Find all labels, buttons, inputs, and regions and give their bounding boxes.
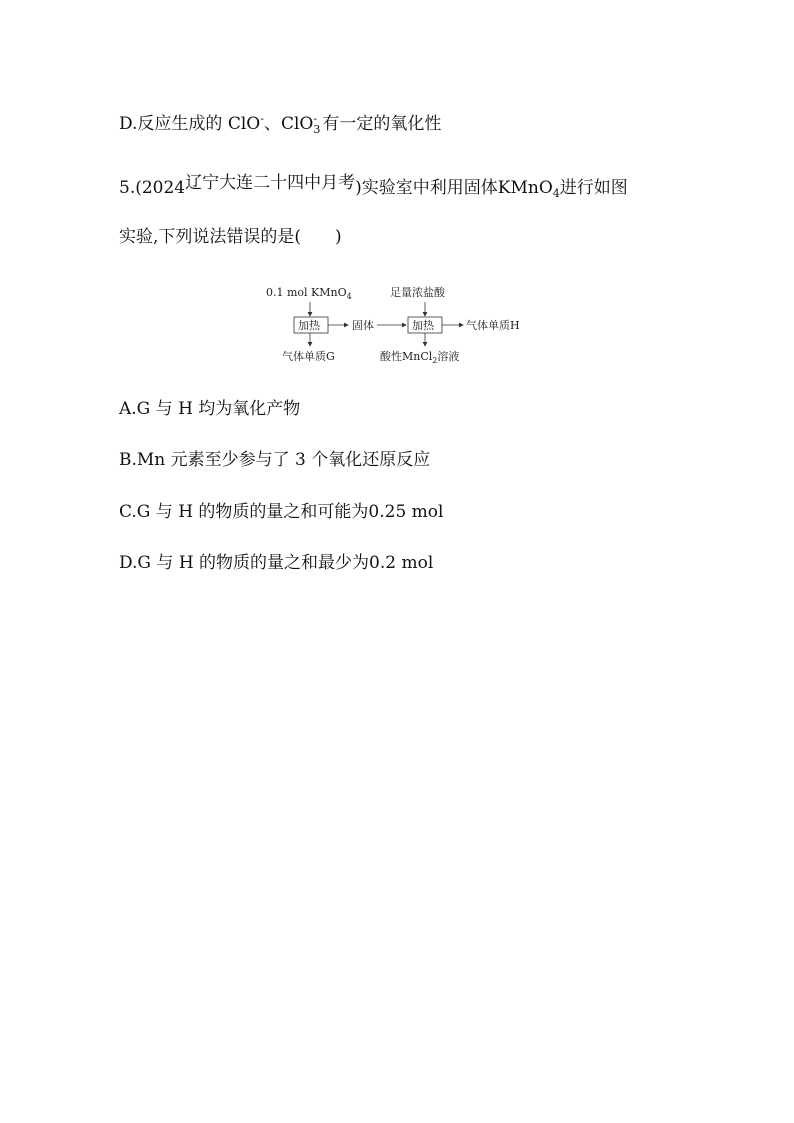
option-c: C.G 与 H 的物质的量之和可能为0.25 mol	[119, 502, 444, 522]
option-d-suffix: 有一定的氧化性	[322, 114, 442, 134]
clo-charge: -	[260, 112, 264, 125]
stem-formula: KMnO	[497, 178, 553, 198]
heat-label-1: 加热	[298, 319, 320, 332]
question-5-stem-line2: 实验,下列说法错误的是( )	[119, 227, 342, 247]
source-close: )	[355, 178, 362, 198]
question-5-stem	[119, 173, 628, 200]
stem-text-a: 实验室中利用固体	[361, 178, 498, 198]
stem-text-b: 进行如图	[559, 178, 628, 198]
option-b: B.Mn 元素至少参与了 3 个氧化还原反应	[119, 450, 431, 470]
clo3-subsup	[313, 112, 322, 136]
solid-label: 固体	[352, 319, 374, 332]
clo3-charge: -	[313, 112, 318, 125]
solution-label: 酸性MnCl$_2$溶液	[380, 350, 460, 365]
stem-formula-sub: 4	[552, 187, 560, 200]
clo-formula: ClO	[227, 114, 261, 134]
option-d-prefix: D.反应生成的	[119, 114, 228, 134]
gas-g-label: 气体单质G	[282, 350, 335, 363]
kmno4-label: 0.1 mol KMnO$_4$	[266, 286, 352, 301]
heat-label-2: 加热	[412, 319, 434, 332]
reaction-flow-diagram	[260, 280, 540, 370]
option-d: D.G 与 H 的物质的量之和最少为0.2 mol	[119, 553, 434, 573]
question-source: 辽宁大连二十四中月考	[185, 173, 356, 193]
clo3-formula: ClO	[280, 114, 314, 134]
clo3-subscript: 3	[313, 123, 321, 136]
option-d-previous	[119, 112, 442, 136]
gas-h-label: 气体单质H	[466, 319, 520, 332]
option-a: A.G 与 H 均为氧化产物	[119, 399, 301, 419]
acid-label: 足量浓盐酸	[390, 286, 445, 299]
separator: 、	[263, 114, 281, 134]
question-number: 5.(2024	[119, 178, 186, 198]
